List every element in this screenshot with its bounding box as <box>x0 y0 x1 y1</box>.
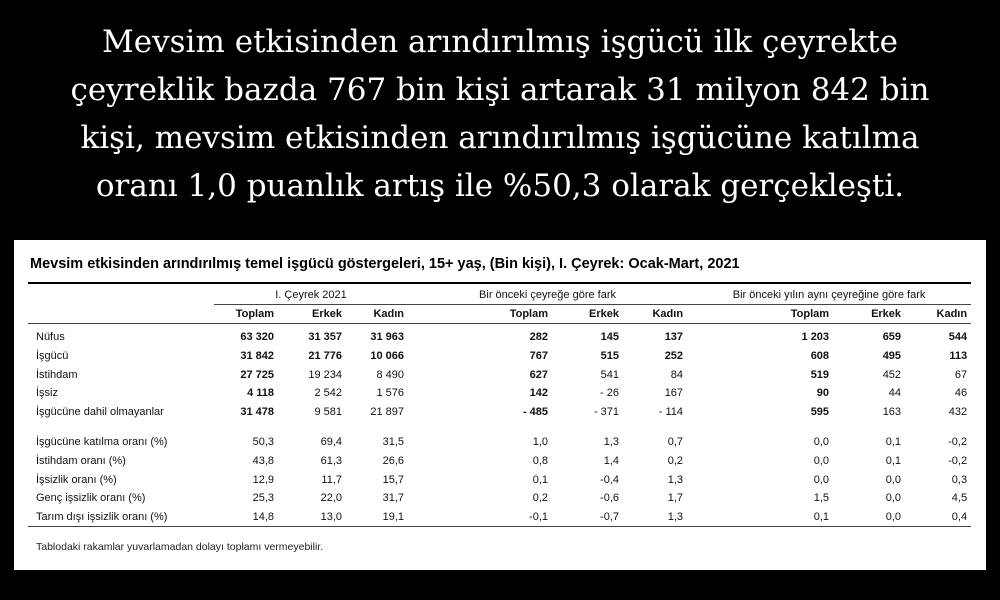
column-header-row <box>28 305 971 324</box>
table-cell: -0,2 <box>948 436 968 449</box>
table-row <box>28 365 971 384</box>
table-cell: 252 <box>664 349 684 362</box>
table-cell: - 114 <box>658 405 684 418</box>
table-cell: 26,6 <box>382 454 405 467</box>
table-cell: 31 963 <box>370 331 405 344</box>
table-cell: 61,3 <box>320 454 342 467</box>
row-label: İşgücüne dahil olmayanlar <box>36 405 164 418</box>
row-label: İşgücüne katılma oranı (%) <box>36 436 168 449</box>
table-cell: 27 725 <box>240 368 274 381</box>
table-cell: 15,7 <box>382 473 405 486</box>
row-label: İstihdam oranı (%) <box>36 454 126 467</box>
table-cell: 0,1 <box>687 507 833 526</box>
table-cell: 544 <box>948 331 968 344</box>
table-cell: -0,1 <box>408 507 552 526</box>
table-cell: 31,5 <box>382 436 405 449</box>
table-row <box>28 507 971 526</box>
table-cell: 1,3 <box>603 436 620 449</box>
table-cell: 1 203 <box>801 331 830 344</box>
table-row <box>28 470 971 489</box>
table-cell: 19,1 <box>346 507 408 526</box>
table-cell: 25,3 <box>252 492 274 505</box>
table-cell: 0,8 <box>532 454 549 467</box>
table-cell: 1,4 <box>603 454 620 467</box>
statistics-table-card <box>14 240 986 570</box>
table-cell: 627 <box>529 368 549 381</box>
table-row <box>28 328 971 347</box>
headline-line-2: çeyreklik bazda 767 bin kişi artarak 31 milyon 842 bin <box>70 72 930 108</box>
table-cell: 0,1 <box>532 473 549 486</box>
table-cell: 50,3 <box>252 436 274 449</box>
table-cell: -0,2 <box>948 454 968 467</box>
table-cell: 0,0 <box>885 492 902 505</box>
table-cell: 0,0 <box>813 473 830 486</box>
table-cell: 167 <box>664 387 684 400</box>
table-cell: 515 <box>600 349 620 362</box>
table-cell: 432 <box>948 405 968 418</box>
table-cell: 0,2 <box>532 492 549 505</box>
table-cell: 1,5 <box>813 492 830 505</box>
table-cell: 1 576 <box>376 387 405 400</box>
table-cell: 595 <box>810 405 830 418</box>
section-gap <box>28 421 971 433</box>
table-cell: 0,7 <box>667 436 684 449</box>
table-cell: 4,5 <box>951 492 968 505</box>
table-cell: - 371 <box>593 405 620 418</box>
table-cell: -0,6 <box>600 492 620 505</box>
table-cell: 43,8 <box>252 454 274 467</box>
table-cell: 22,0 <box>320 492 342 505</box>
table-cell: 1,0 <box>532 436 549 449</box>
labour-indicators-table <box>28 286 971 527</box>
table-cell: -0,7 <box>552 507 623 526</box>
table-cell: 1,3 <box>623 507 687 526</box>
group-header-row <box>28 286 971 305</box>
table-cell: 767 <box>529 349 549 362</box>
column-header: Kadın <box>623 305 687 324</box>
table-cell: 1,3 <box>667 473 684 486</box>
table-cell: 31 478 <box>240 405 274 418</box>
table-cell: 9 581 <box>314 405 342 418</box>
table-cell: 0,0 <box>885 473 902 486</box>
table-cell: -0,4 <box>600 473 620 486</box>
table-cell: 113 <box>949 349 968 362</box>
table-cell: 31,7 <box>382 492 405 505</box>
table-footnote: Tablodaki rakamlar yuvarlamadan dolayı toplamı vermeyebilir. <box>36 541 324 553</box>
table-cell: 0,1 <box>885 436 902 449</box>
table-cell: 19 234 <box>308 368 342 381</box>
headline-line-3: kişi, mevsim etkisinden arındırılmış işgücüne katılma <box>80 120 920 156</box>
column-header: Erkek <box>552 305 623 324</box>
table-row <box>28 452 971 471</box>
row-label: İstihdam <box>36 368 78 381</box>
table-cell: 495 <box>882 349 902 362</box>
table-cell: 14,8 <box>214 507 278 526</box>
table-cell: 142 <box>529 387 549 400</box>
table-cell: - 26 <box>600 387 620 400</box>
table-cell: 0,1 <box>885 454 902 467</box>
table-cell: 0,4 <box>905 507 971 526</box>
table-row <box>28 347 971 366</box>
table-cell: 163 <box>882 405 902 418</box>
table-cell: 452 <box>882 368 902 381</box>
table-row <box>28 402 971 421</box>
table-cell: 282 <box>529 331 549 344</box>
headline-line-4: oranı 1,0 puanlık artış ile %50,3 olarak gerçekleşti. <box>95 168 905 204</box>
column-header: Kadın <box>905 305 971 324</box>
table-cell: 84 <box>670 368 684 381</box>
table-cell: 0,0 <box>813 436 830 449</box>
table-cell: 21 897 <box>370 405 405 418</box>
table-cell: 69,4 <box>320 436 342 449</box>
table-cell: 519 <box>810 368 830 381</box>
table-cell: 12,9 <box>252 473 274 486</box>
table-cell: 0,0 <box>833 507 905 526</box>
table-cell: 1,7 <box>667 492 684 505</box>
column-header: Toplam <box>214 305 278 324</box>
table-cell: 31 842 <box>240 349 274 362</box>
table-row <box>28 433 971 452</box>
column-header: Erkek <box>833 305 905 324</box>
column-header: Kadın <box>346 305 408 324</box>
group-header-current-quarter: I. Çeyrek 2021 <box>214 286 408 305</box>
table-cell: 0,2 <box>667 454 684 467</box>
table-cell: 90 <box>816 387 830 400</box>
headline-line-1: Mevsim etkisinden arındırılmış işgücü ilk çeyrekte <box>102 24 898 60</box>
table-cell: 0,3 <box>951 473 968 486</box>
group-header-previous-year-diff: Bir önceki yılın aynı çeyreğine göre fark <box>687 286 971 305</box>
table-cell: - 485 <box>522 405 549 418</box>
table-row <box>28 489 971 508</box>
table-cell: 8 490 <box>376 368 405 381</box>
row-label: Tarım dışı işsizlik oranı (%) <box>28 507 214 526</box>
table-cell: 31 357 <box>308 331 342 344</box>
table-cell: 13,0 <box>278 507 346 526</box>
headline <box>0 18 1000 210</box>
column-header: Erkek <box>278 305 346 324</box>
table-cell: 4 118 <box>247 387 274 400</box>
table-cell: 67 <box>954 368 968 381</box>
table-cell: 137 <box>664 331 684 344</box>
table-cell: 44 <box>888 387 902 400</box>
table-cell: 11,7 <box>321 473 342 486</box>
row-label: İşsizlik oranı (%) <box>36 473 117 486</box>
row-label: İşsiz <box>36 387 58 400</box>
group-header-previous-quarter-diff: Bir önceki çeyreğe göre fark <box>408 286 687 305</box>
table-cell: 541 <box>600 368 620 381</box>
row-label: İşgücü <box>36 349 69 362</box>
column-header: Toplam <box>687 305 833 324</box>
table-title: Mevsim etkisinden arındırılmış temel işgücü göstergeleri, 15+ yaş, (Bin kişi), I. Çeyrek: Ocak-Mart, 2021 <box>30 256 740 272</box>
column-header: Toplam <box>408 305 552 324</box>
table-row <box>28 384 971 403</box>
row-label: Nüfus <box>36 331 65 344</box>
table-cell: 659 <box>882 331 902 344</box>
table-cell: 0,0 <box>813 454 830 467</box>
table-cell: 145 <box>600 331 620 344</box>
row-label: Genç işsizlik oranı (%) <box>36 492 146 505</box>
table-cell: 2 542 <box>314 387 342 400</box>
table-cell: 63 320 <box>240 331 274 344</box>
table-cell: 10 066 <box>370 349 405 362</box>
table-cell: 21 776 <box>308 349 342 362</box>
title-divider <box>28 282 971 284</box>
table-cell: 46 <box>954 387 968 400</box>
table-cell: 608 <box>810 349 830 362</box>
